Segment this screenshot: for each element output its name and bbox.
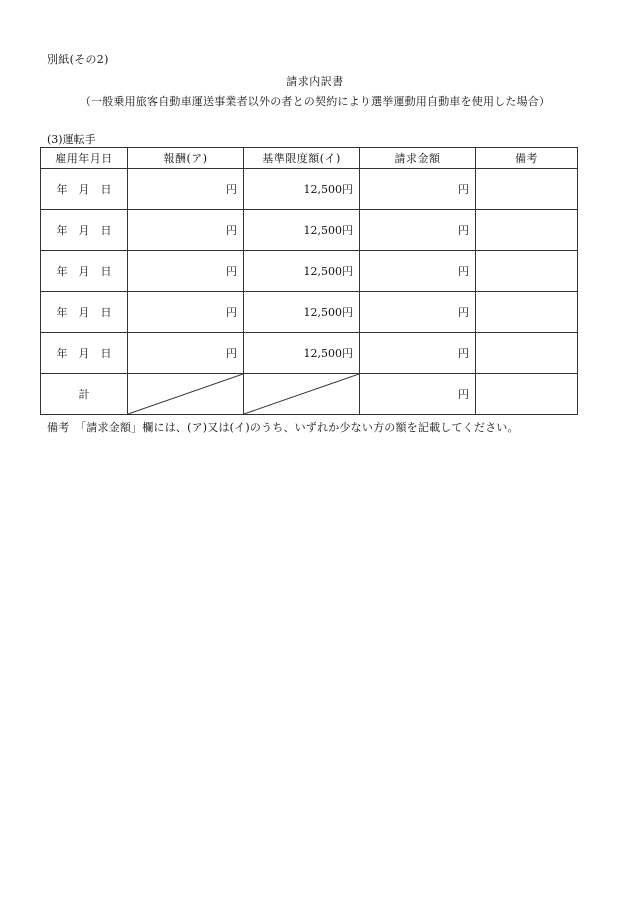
date-cell[interactable]: 年 月 日 (41, 333, 128, 374)
reward-cell[interactable]: 円 (128, 251, 244, 292)
breakdown-table (40, 147, 578, 415)
remarks-cell[interactable] (476, 292, 578, 333)
reward-cell[interactable]: 円 (128, 169, 244, 210)
column-header-claim-amount: 請求金額 (360, 148, 476, 169)
date-cell[interactable]: 年 月 日 (41, 251, 128, 292)
claim-amount-cell[interactable]: 円 (360, 333, 476, 374)
total-claim-amount-cell[interactable]: 円 (360, 374, 476, 415)
remarks-cell[interactable] (476, 210, 578, 251)
column-header-standard-limit: 基準限度額(イ) (244, 148, 360, 169)
document-title: 請求内訳書 (286, 75, 344, 88)
document-subtitle: （一般乗用旅客自動車運送事業者以外の者との契約により選挙運動用自動車を使用した場合） (79, 95, 551, 108)
reward-cell[interactable]: 円 (128, 333, 244, 374)
total-remarks-cell[interactable] (476, 374, 578, 415)
table-row (41, 333, 578, 374)
reward-cell[interactable]: 円 (128, 292, 244, 333)
remarks-cell[interactable] (476, 169, 578, 210)
table-row (41, 169, 578, 210)
struck-out-reward-cell (128, 374, 244, 415)
standard-limit-cell: 12,500円 (244, 333, 360, 374)
claim-amount-cell[interactable]: 円 (360, 169, 476, 210)
standard-limit-cell: 12,500円 (244, 251, 360, 292)
date-cell[interactable]: 年 月 日 (41, 210, 128, 251)
annex-label: 別紙(その2) (47, 53, 109, 66)
claim-amount-cell[interactable]: 円 (360, 210, 476, 251)
section-label: (3)運転手 (47, 133, 96, 146)
table-header-row (41, 148, 578, 169)
claim-amount-cell[interactable]: 円 (360, 292, 476, 333)
remarks-cell[interactable] (476, 333, 578, 374)
standard-limit-cell: 12,500円 (244, 169, 360, 210)
struck-out-limit-cell (244, 374, 360, 415)
total-label: 計 (41, 374, 128, 415)
column-header-employment-date: 雇用年月日 (41, 148, 128, 169)
diagonal-strike-line (244, 374, 359, 414)
table-row (41, 251, 578, 292)
diagonal-strike-line (128, 374, 243, 414)
standard-limit-cell: 12,500円 (244, 292, 360, 333)
table-row (41, 292, 578, 333)
column-header-reward: 報酬(ア) (128, 148, 244, 169)
claim-amount-cell[interactable]: 円 (360, 251, 476, 292)
table-row (41, 210, 578, 251)
reward-cell[interactable]: 円 (128, 210, 244, 251)
remarks-cell[interactable] (476, 251, 578, 292)
date-cell[interactable]: 年 月 日 (41, 292, 128, 333)
date-cell[interactable]: 年 月 日 (41, 169, 128, 210)
standard-limit-cell: 12,500円 (244, 210, 360, 251)
column-header-remarks: 備考 (476, 148, 578, 169)
remarks-note: 備考 「請求金額」欄には、(ア)又は(イ)のうち、いずれか少ない方の額を記載してください。 (47, 421, 519, 434)
total-row (41, 374, 578, 415)
